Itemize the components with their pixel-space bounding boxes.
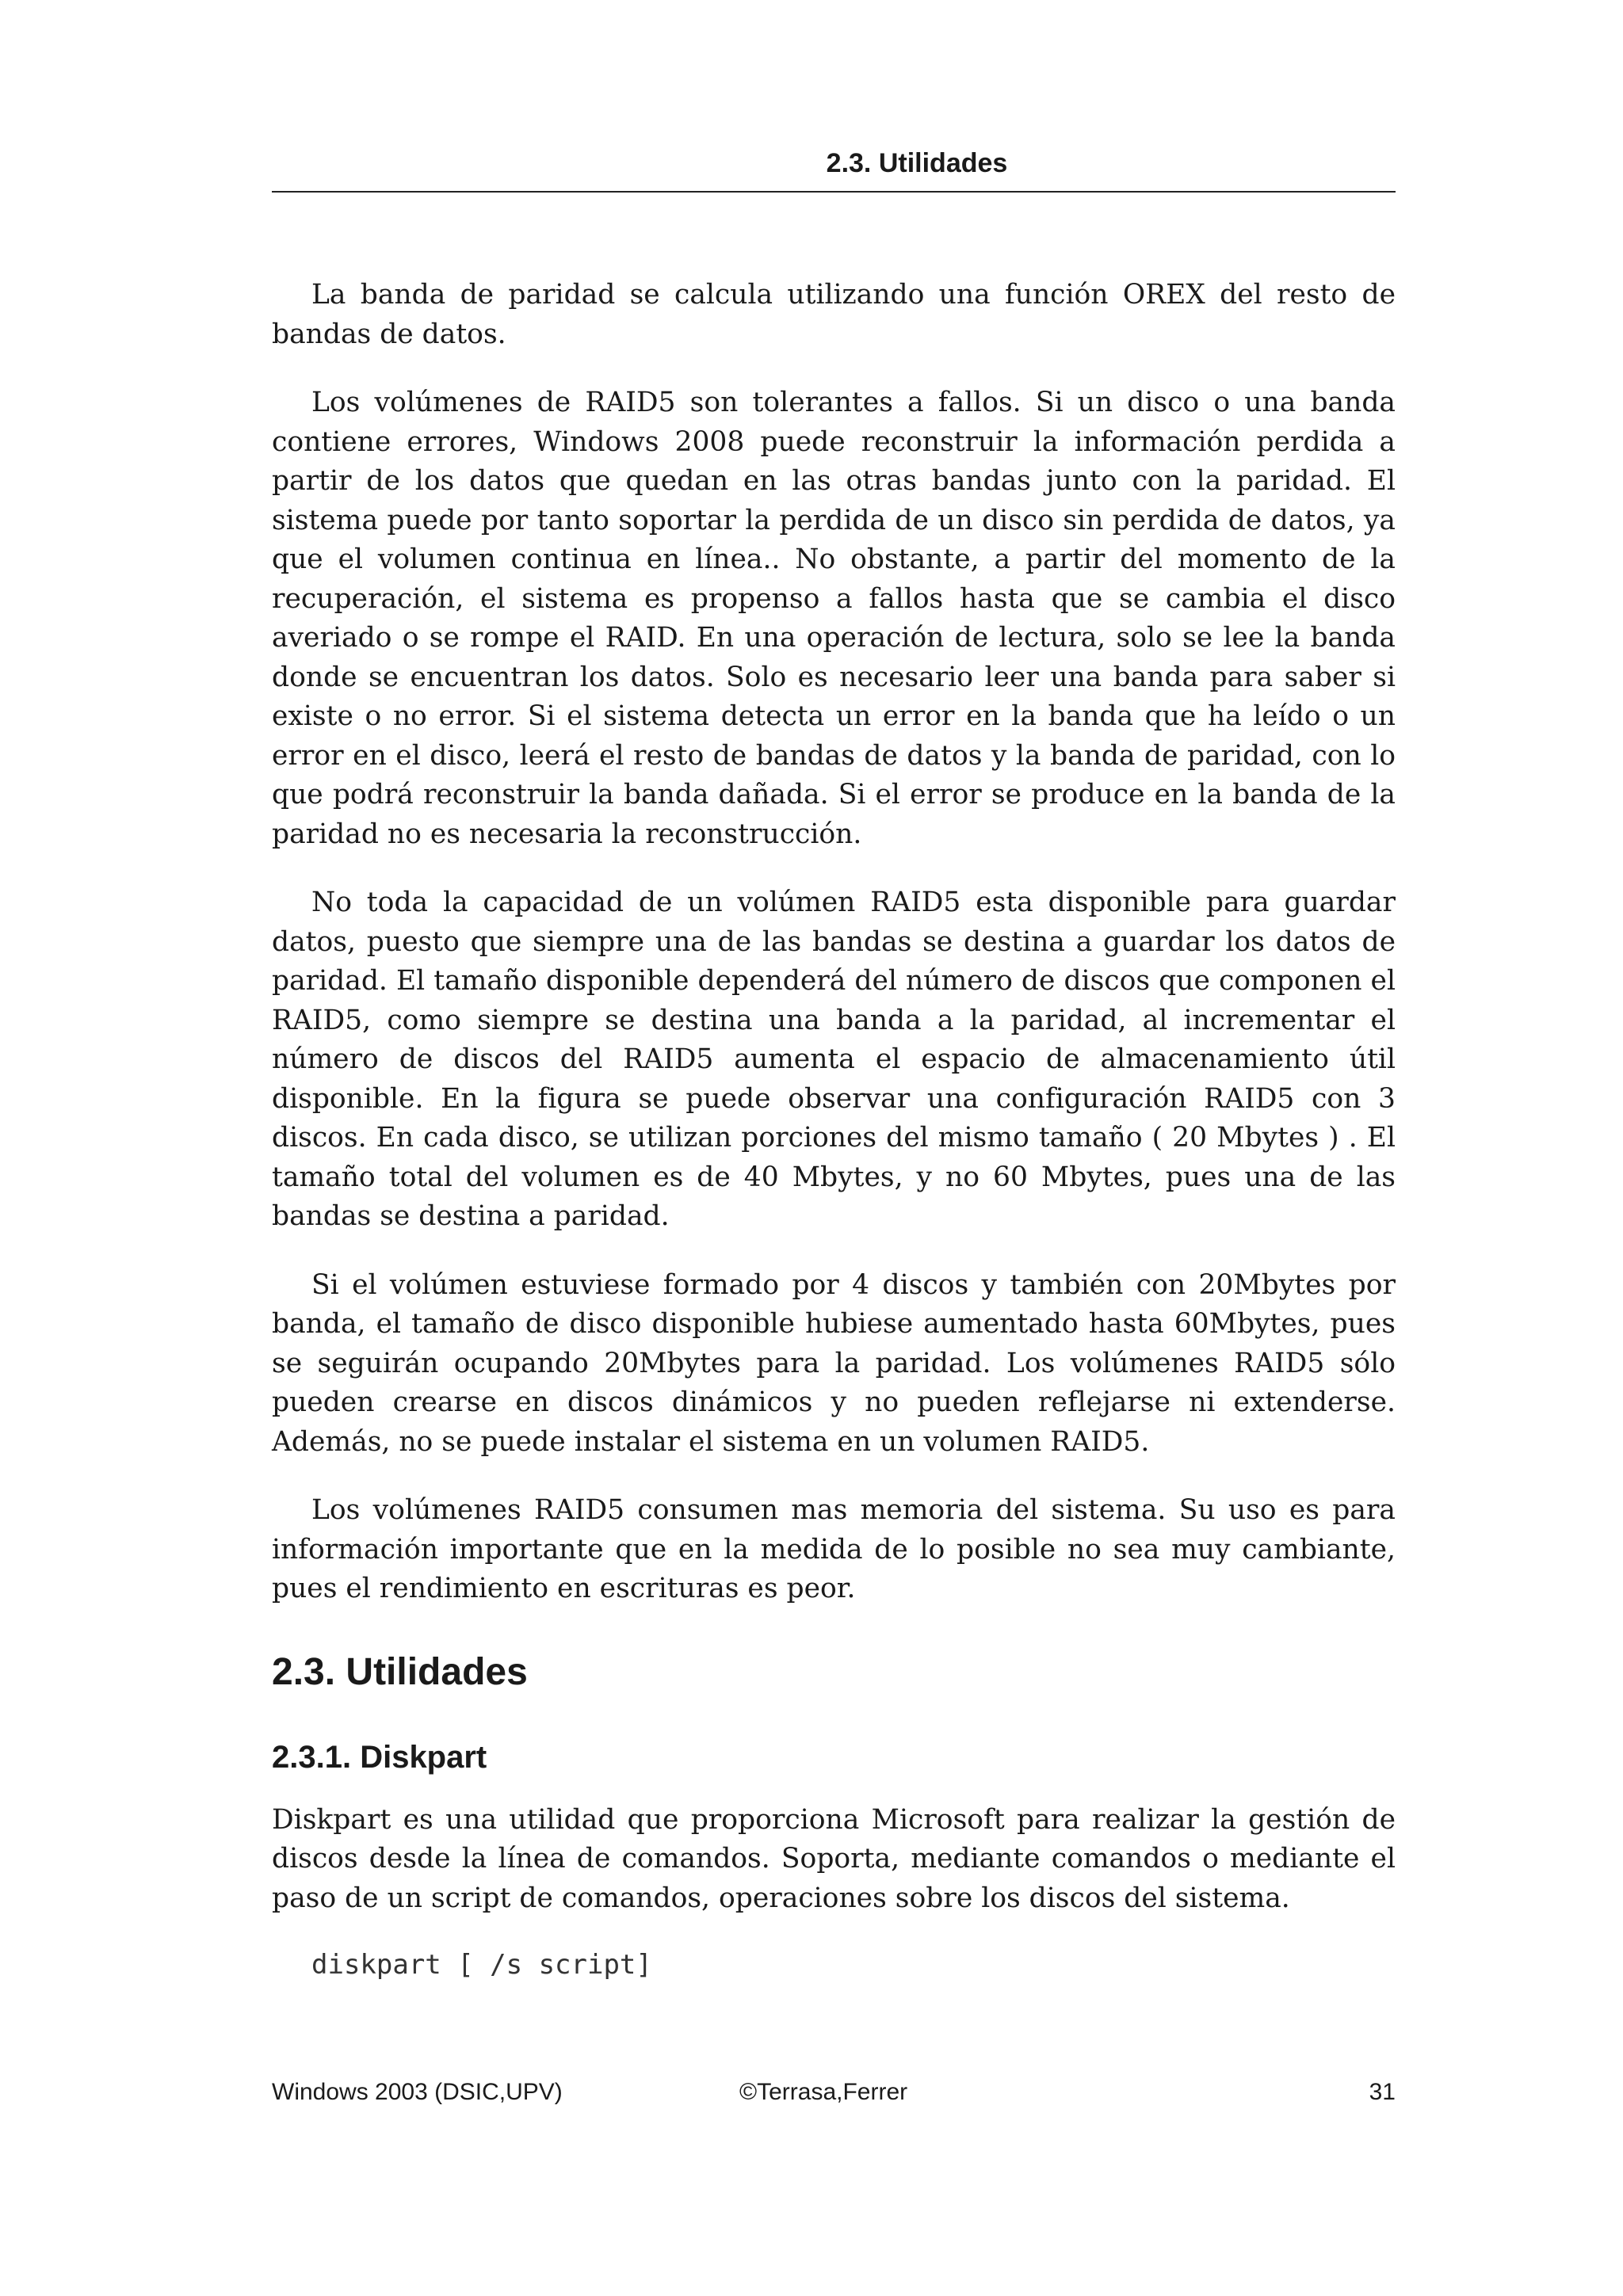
document-page [272, 0, 1396, 2296]
header-rule [272, 191, 1396, 193]
footer-course: Windows 2003 (DSIC,UPV) [272, 2079, 563, 2105]
paragraph-diskpart-intro: Diskpart es una utilidad que proporciona Microsoft para realizar la gestión de discos desde la línea de comandos. Soporta, mediante comandos o mediante el paso de un script de comandos, operaciones sobre los discos del sistema. [272, 1803, 1396, 1914]
paragraph-parity: La banda de paridad se calcula utilizando una función OREX del resto de bandas de datos. [272, 279, 1396, 350]
code-sample: diskpart [ /s script] [311, 1949, 652, 1981]
body-text [272, 276, 1396, 1982]
page-number: 31 [1369, 2079, 1396, 2105]
section-title: 2.3. Utilidades [272, 1650, 528, 1693]
page-footer [272, 2077, 1396, 2108]
paragraph-capacity: No toda la capacidad de un volúmen RAID5 esta disponible para guardar datos, puesto que siempre una de las bandas se destina a guardar los datos de paridad. El tamaño disponible dependerá del número de discos que componen el RAID5, como siempre se destina una banda a la paridad, al incrementar el número de discos del RAID5 aumenta el espacio de almacenamiento útil disponible. En la figura se puede observar una configuración RAID5 con 3 discos. En cada disco, se utilizan porciones del mismo tamaño ( 20 Mbytes ) . El tamaño total del volumen es de 40 Mbytes, y no 60 Mbytes, pues una de las bandas se destina a paridad. [272, 887, 1396, 1232]
paragraph-fault-tolerance: Los volúmenes de RAID5 son tolerantes a fallos. Si un disco o una banda contiene errores, Windows 2008 puede reconstruir la información perdida a partir de los datos que quedan en las otras bandas junto con la paridad. El sistema puede por tanto soportar la perdida de un disco sin perdida de datos, ya que el volumen continua en línea.. No obstante, a partir del momento de la recuperación, el sistema es propenso a fallos hasta que se cambia el disco averiado o se rompe el RAID. En una operación de lectura, solo se lee la banda donde se encuentran los datos. Solo es necesario leer una banda para saber si existe o no error. Si el sistema detecta un error en la banda que ha leído o un error en el disco, leerá el resto de bandas de datos y la banda de paridad, con lo que podrá reconstruir la banda dañada. Si el error se produce en la banda de la paridad no es necesaria la reconstrucción. [272, 387, 1396, 850]
footer-copyright: ©Terrasa,Ferrer [739, 2079, 908, 2105]
subsection-title: 2.3.1. Diskpart [272, 1739, 487, 1775]
running-header: 2.3. Utilidades [826, 148, 1008, 178]
paragraph-four-disks: Si el volúmen estuviese formado por 4 discos y también con 20Mbytes por banda, el tamaño de disco disponible hubiese aumentado hasta 60Mbytes, pues se seguirán ocupando 20Mbytes para la paridad. Los volúmenes RAID5 sólo pueden crearse en discos dinámicos y no pueden reflejarse ni extenderse. Además, no se puede instalar el sistema en un volumen RAID5. [272, 1268, 1396, 1458]
paragraph-memory: Los volúmenes RAID5 consumen mas memoria del sistema. Su uso es para información importante que en la medida de lo posible no sea muy cambiante, pues el rendimiento en escrituras es peor. [272, 1494, 1396, 1604]
